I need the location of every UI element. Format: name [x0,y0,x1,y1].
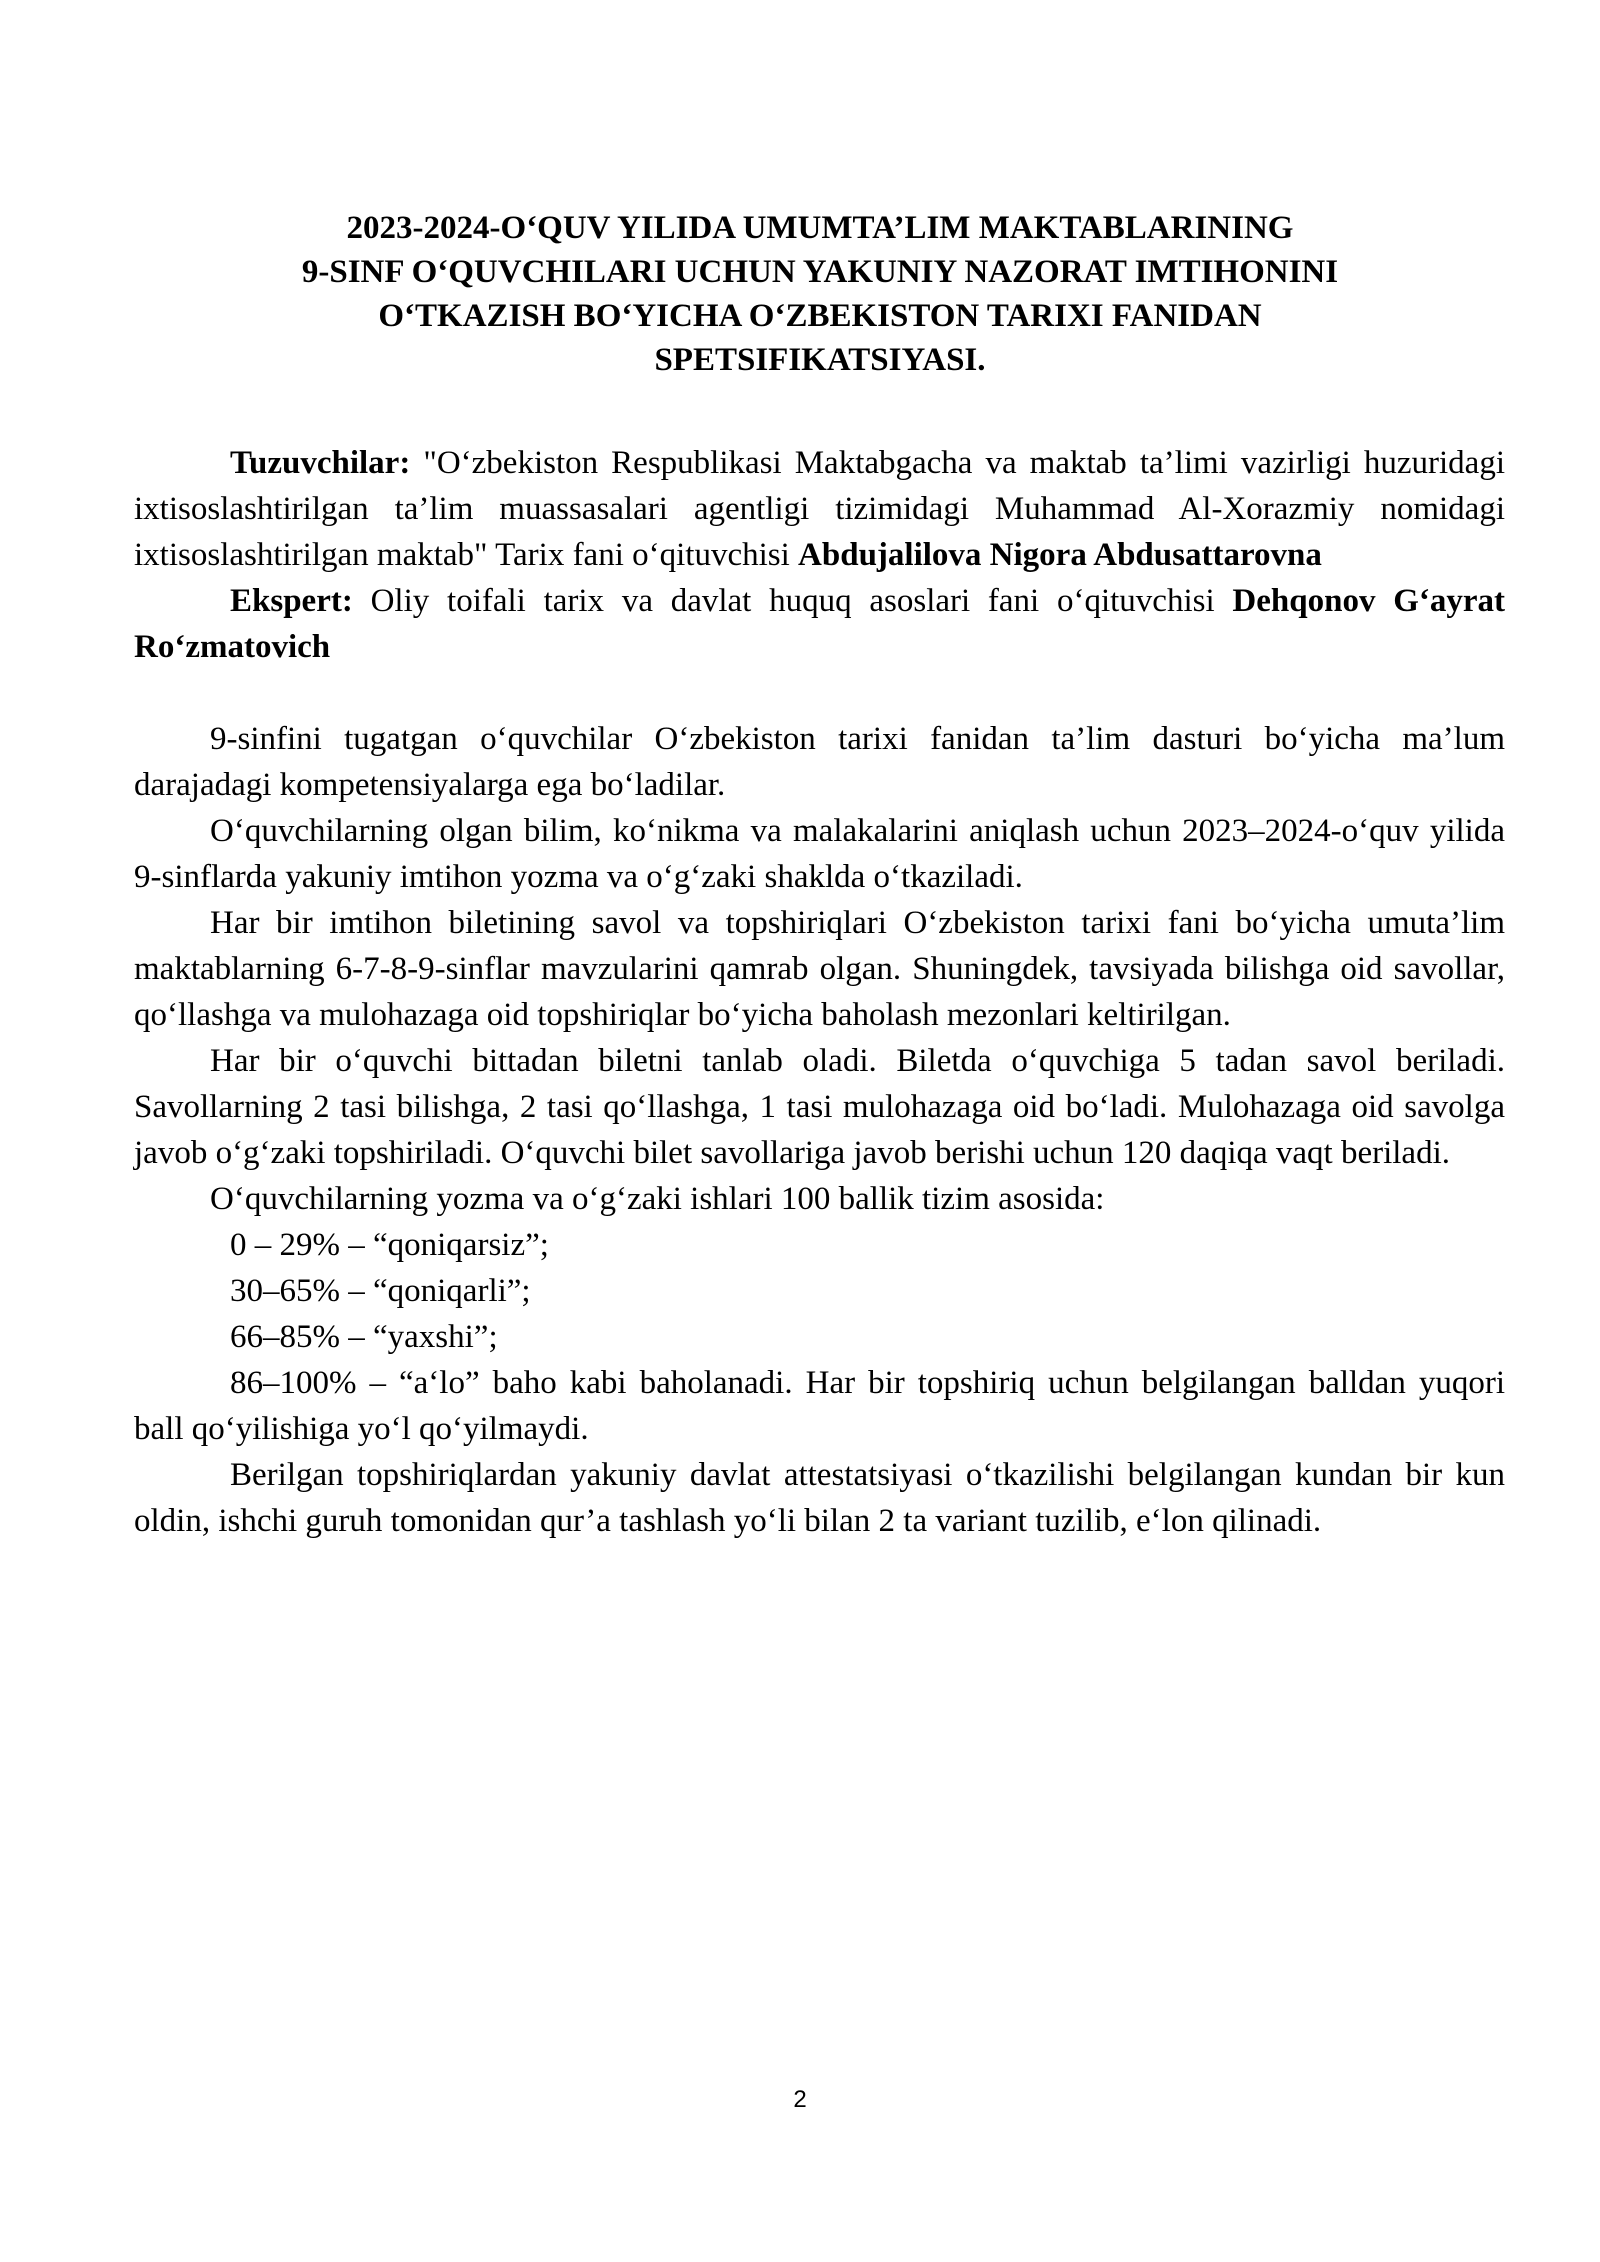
title-line-2: 9-SINF O‘QUVCHILARI UCHUN YAKUNIY NAZORAT IMTIHONINI [301,254,1339,290]
document-body [134,440,1505,1544]
paragraph-ticket-content: Har bir imtihon biletining savol va topshiriqlari O‘zbekiston tarixi fani bo‘yicha umuta’lim maktablarning 6-7-8-9-sinflar mavzularini qamrab olgan. Shuningdek, tavsiyada bilishga oid savollar, qo‘llashga va mulohazaga oid topshiriqlar bo‘yicha baholash mezonlari keltirilgan. [134,905,1505,1033]
title-line-3: O‘TKAZISH BO‘YICHA O‘ZBEKISTON TARIXI FANIDAN [378,298,1262,334]
paragraph-competencies: 9-sinfini tugatgan o‘quvchilar O‘zbekiston tarixi fanidan ta’lim dasturi bo‘yicha ma’lum darajadagi kompetensiyalarga ega bo‘ladilar. [134,721,1505,803]
paragraph-ticket-rules: Har bir o‘quvchi bittadan biletni tanlab oladi. Biletda o‘quvchiga 5 tadan savol beriladi. Savollarning 2 tasi bilishga, 2 tasi qo‘llashga, 1 tasi mulohazaga oid bo‘ladi. Mulohazaga oid savolga javob o‘g‘zaki topshiriladi. O‘quvchi bilet savollariga javob berishi uchun 120 daqiqa vaqt beriladi. [134,1043,1505,1171]
paragraph-grading-intro: O‘quvchilarning yozma va o‘g‘zaki ishlari 100 ballik tizim asosida: [210,1181,1105,1217]
expert-name: Dehqonov G‘ayrat Ro‘zmatovich [134,583,1505,665]
grade-item-satisfactory: 30–65% – “qoniqarli”; [230,1273,531,1309]
title-line-4: SPETSIFIKATSIYASI. [654,342,986,378]
page-number: 2 [793,2086,807,2113]
paragraph-closing: Berilgan topshiriqlardan yakuniy davlat attestatsiyasi o‘tkazilishi belgilangan kundan bir kun oldin, ishchi guruh tomonidan qur’a tashlash yo‘li bilan 2 ta variant tuzilib, e‘lon qilinadi. [134,1457,1505,1539]
grade-item-good: 66–85% – “yaxshi”; [230,1319,498,1355]
compiler-label: Tuzuvchilar: [230,445,411,481]
grade-item-unsatisfactory: 0 – 29% – “qoniqarsiz”; [230,1227,549,1263]
expert-text: Oliy toifali tarix va davlat huquq asoslari fani o‘qituvchisi [352,583,1233,619]
expert-paragraph [134,578,1505,670]
paragraph-exam-format: O‘quvchilarning olgan bilim, ko‘nikma va malakalarini aniqlash uchun 2023–2024-o‘quv yilida 9-sinflarda yakuniy imtihon yozma va o‘g‘zaki shaklda o‘tkaziladi. [134,813,1505,895]
compiler-name: Abdujalilova Nigora Abdusattarovna [798,537,1322,573]
spacer [134,670,1505,716]
compiler-paragraph [134,440,1505,578]
document-title [130,206,1510,382]
compiler-text: "O‘zbekiston Respublikasi Maktabgacha va maktab ta’limi vazirligi huzuridagi ixtisoslashtirilgan ta’lim muassasalari agentligi tizimidagi Muhammad Al-Xorazmiy nomidagi ixtisoslashtirilgan maktab" Tarix fani o‘qituvchisi [134,445,1505,573]
grade-item-excellent: 86–100% – “a‘lo” baho kabi baholanadi. Har bir topshiriq uchun belgilangan balldan yuqori ball qo‘yilishiga yo‘l qo‘yilmaydi. [134,1365,1505,1447]
expert-label: Ekspert: [230,583,353,619]
title-line-1: 2023-2024-O‘QUV YILIDA UMUMTA’LIM MAKTABLARINING [346,210,1294,246]
